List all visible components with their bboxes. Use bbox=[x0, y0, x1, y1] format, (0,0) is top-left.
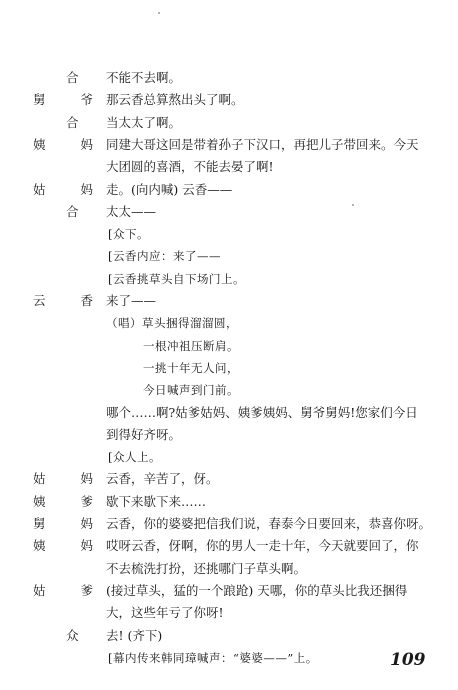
script-line bbox=[0, 469, 458, 489]
dialogue-text: 云香，辛苦了，伢。 bbox=[106, 471, 219, 487]
speaker-name: 舅 妈 bbox=[33, 516, 93, 531]
stage-direction: [云香挑草头自下场门上。 bbox=[108, 271, 245, 286]
speaker-name: 姑 妈 bbox=[33, 181, 93, 197]
speaker-name: 众 bbox=[66, 627, 79, 643]
speaker-name: 姨 妈 bbox=[33, 538, 93, 554]
lyric-line: 一挑十年无人问， bbox=[143, 360, 239, 375]
dialogue-text: 大团圆的喜酒，不能去晏了啊! bbox=[106, 159, 274, 175]
speaker-name: 合 bbox=[66, 114, 79, 130]
dialogue-text: 去! (齐下) bbox=[106, 627, 163, 643]
script-line bbox=[0, 603, 458, 623]
script-line bbox=[0, 358, 458, 378]
dialogue-text: 云香，你的婆婆把信我们说，春泰今日要回来，恭喜你呀。 bbox=[106, 516, 432, 531]
dialogue-text: 走。(向内喊) 云香—— bbox=[106, 181, 233, 197]
speaker-name: 合 bbox=[66, 203, 79, 219]
script-line bbox=[0, 581, 458, 601]
dialogue-text: 哪个……啊?姑爹姑妈、姨爹姨妈、舅爷舅妈!您家们今日 bbox=[106, 404, 418, 420]
stage-direction: [幕内传来韩同璋喊声：“婆婆——”上。 bbox=[108, 650, 318, 665]
script-line bbox=[0, 291, 458, 311]
dialogue-text: 不能不去啊。 bbox=[106, 70, 182, 85]
stage-direction: [众人上。 bbox=[108, 450, 161, 465]
script-line bbox=[0, 403, 458, 423]
script-line bbox=[0, 536, 458, 556]
scan-speck bbox=[352, 204, 354, 206]
script-line bbox=[0, 380, 458, 400]
dialogue-text: (接过草头，猛的一个踉跄) 天哪，你的草头比我还捆得 bbox=[106, 582, 408, 598]
speaker-name: 姨 妈 bbox=[33, 136, 93, 152]
scan-speck bbox=[158, 12, 160, 14]
script-line bbox=[0, 224, 458, 244]
script-line bbox=[0, 514, 458, 534]
dialogue-text: 同建大哥这回是带着孙子下汉口，再把儿子带回来。今天 bbox=[106, 136, 419, 152]
speaker-name: 云 香 bbox=[33, 293, 93, 308]
dialogue-text: 那云香总算熬出头了啊。 bbox=[106, 92, 244, 108]
script-line bbox=[0, 68, 458, 88]
script-line bbox=[0, 113, 458, 133]
script-line bbox=[0, 180, 458, 200]
dialogue-text: 哎呀云香，伢啊，你的男人一走十年，今天就要回了，你 bbox=[106, 538, 419, 554]
script-line bbox=[0, 269, 458, 289]
script-line bbox=[0, 336, 458, 356]
lyric-line: 今日喊声到门前。 bbox=[143, 383, 239, 398]
script-line bbox=[0, 90, 458, 110]
dialogue-text: 大，这些年亏了你呀! bbox=[106, 605, 224, 621]
stage-direction: [众下。 bbox=[108, 227, 149, 242]
speaker-name: 姑 爹 bbox=[33, 582, 93, 598]
script-line bbox=[0, 492, 458, 512]
speaker-name: 姑 妈 bbox=[33, 471, 93, 487]
stage-direction: [云香内应：来了—— bbox=[108, 249, 221, 264]
script-line bbox=[0, 202, 458, 222]
dialogue-text: 歇下来歇下来…… bbox=[106, 493, 207, 509]
lyric-line: 一根冲祖压断肩。 bbox=[143, 338, 239, 353]
dialogue-text: 当太太了啊。 bbox=[106, 114, 182, 130]
script-line bbox=[0, 626, 458, 646]
script-line bbox=[0, 157, 458, 177]
dialogue-text: 来了—— bbox=[106, 293, 157, 308]
speaker-name: 合 bbox=[66, 70, 79, 85]
script-line bbox=[0, 559, 458, 579]
script-line bbox=[0, 246, 458, 266]
page-number: 109 bbox=[390, 650, 426, 670]
script-line bbox=[0, 313, 458, 333]
script-line bbox=[0, 135, 458, 155]
script-line bbox=[0, 425, 458, 445]
dialogue-text: 不去梳洗打扮，还挑哪门子草头啊。 bbox=[106, 560, 307, 576]
lyric-line: （唱）草头捆得溜溜圆， bbox=[106, 316, 238, 331]
dialogue-text: 太太—— bbox=[106, 203, 157, 219]
dialogue-text: 到得好齐呀。 bbox=[106, 426, 182, 442]
script-line bbox=[0, 447, 458, 467]
speaker-name: 舅 爷 bbox=[33, 92, 93, 108]
speaker-name: 姨 爹 bbox=[33, 493, 93, 509]
